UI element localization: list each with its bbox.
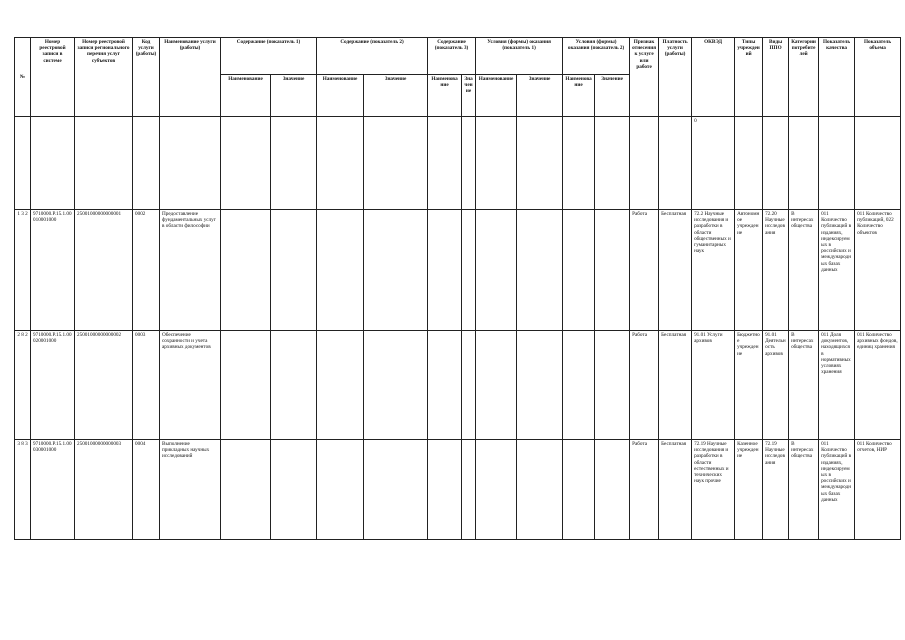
cell-okved: 91.01 Услуги архивов	[692, 331, 735, 440]
cell-category: В интересах общества	[789, 440, 819, 540]
header-regional-no: Номер реестровой записи регионального перечня услуг субъектов	[75, 38, 133, 117]
subheader-name: Наименование	[317, 75, 364, 117]
cell-service-name: Обеспечение сохранности и учета архивных документов	[160, 331, 221, 440]
cell-type: Работа	[630, 331, 659, 440]
subheader-name: Наименование	[563, 75, 595, 117]
cell-okved: 72.19 Научные исследования и разработки в области естественных и технических наук прочие	[692, 440, 735, 540]
header-reg-no: Номер реестровой записи в системе	[31, 38, 75, 117]
subheader-value: Значение	[364, 75, 428, 117]
header-service-name: Наименование услуги (работы)	[160, 38, 221, 117]
cell-quality: 011 Количество публикаций в изданиях, индексируемых в российских и международных базах данных	[819, 440, 855, 540]
cell-regional-no: 25001000000000002	[75, 331, 133, 440]
subheader-value: Значение	[517, 75, 563, 117]
cell-payment: Бесплатная	[659, 440, 692, 540]
header-content1: Содержание (показатель 1)	[221, 38, 317, 75]
cell-payment: Бесплатная	[659, 210, 692, 331]
cell-service-name: Выполнение прикладных научных исследований	[160, 440, 221, 540]
table-row	[15, 210, 901, 331]
cell-payment: Бесплатная	[659, 331, 692, 440]
cell-volume: 011 Количество архивных фондов, единиц хранения	[855, 331, 901, 440]
cell-levels: Казенное учреждение	[735, 440, 763, 540]
cell-type: Работа	[630, 440, 659, 540]
cell-reg-no: 9710000.Р.15.1.00010001000	[31, 210, 75, 331]
header-content2: Содержание (показатель 2)	[317, 38, 428, 75]
cell-regional-no: 25001000000000003	[75, 440, 133, 540]
empty-row-marker: 0	[692, 117, 735, 210]
subheader-value: Значение	[462, 75, 476, 117]
cell-volume: 011 Количество отчетов, НИР	[855, 440, 901, 540]
header-cond2: Условия (формы) оказания (показатель 2)	[563, 38, 630, 75]
cell-activity: 72.19 Научные исследования	[763, 440, 789, 540]
header-type: Признак отнесения к услуге или работе	[630, 38, 659, 117]
cell-volume: 011 Количество публикаций, 022 Количество объектов	[855, 210, 901, 331]
cell-reg-no: 9710000.Р.15.1.00020001000	[31, 331, 75, 440]
cell-levels: Автономное учреждение	[735, 210, 763, 331]
cell-service-code: 0004	[133, 440, 160, 540]
header-quality: Показатель качества	[819, 38, 855, 117]
header-cond1: Условия (формы) оказания (показатель 1)	[476, 38, 563, 75]
header-levels: Типы учреждений	[735, 38, 763, 117]
header-payment: Платность услуги (работы)	[659, 38, 692, 117]
cell-regional-no: 25001000000000001	[75, 210, 133, 331]
header-category: Категории потребителей	[789, 38, 819, 117]
subheader-name: Наименование	[221, 75, 271, 117]
table-row-empty	[15, 117, 901, 210]
table-row	[15, 440, 901, 540]
header-volume: Показатель объема	[855, 38, 901, 117]
cell-reg-no: 9710000.Р.15.1.00030001000	[31, 440, 75, 540]
cell-category: В интересах общества	[789, 331, 819, 440]
cell-no: 3 8 3	[15, 440, 31, 540]
header-activity: Виды ППО	[763, 38, 789, 117]
cell-service-code: 0003	[133, 331, 160, 440]
cell-activity: 91.01 Деятельность архивов	[763, 331, 789, 440]
cell-category: В интересах общества	[789, 210, 819, 331]
header-content3: Содержание (показатель 3)	[428, 38, 476, 75]
subheader-value: Значение	[271, 75, 317, 117]
table-row	[15, 331, 901, 440]
cell-no: 2 8 2	[15, 331, 31, 440]
cell-quality: 011 Количество публикаций в изданиях, индексируемых в российских и международных базах данных	[819, 210, 855, 331]
cell-levels: Бюджетное учреждение	[735, 331, 763, 440]
subheader-name: Наименование	[476, 75, 517, 117]
cell-activity: 72.20 Научные исследования	[763, 210, 789, 331]
header-no: №	[15, 38, 31, 117]
cell-no: 1 3 2	[15, 210, 31, 331]
subheader-value: Значение	[595, 75, 630, 117]
cell-type: Работа	[630, 210, 659, 331]
cell-okved: 72.2 Научные исследования и разработки в области общественных и гуманитарных наук	[692, 210, 735, 331]
cell-service-name: Предоставление фундаментальных услуг в области философии	[160, 210, 221, 331]
registry-table	[14, 37, 901, 540]
header-okved: ОКВЭД	[692, 38, 735, 117]
header-service-code: Код услуги (работы)	[133, 38, 160, 117]
cell-service-code: 0002	[133, 210, 160, 331]
subheader-name: Наименование	[428, 75, 462, 117]
cell-quality: 011 Доля документов, находящихся в нормативных условиях хранения	[819, 331, 855, 440]
